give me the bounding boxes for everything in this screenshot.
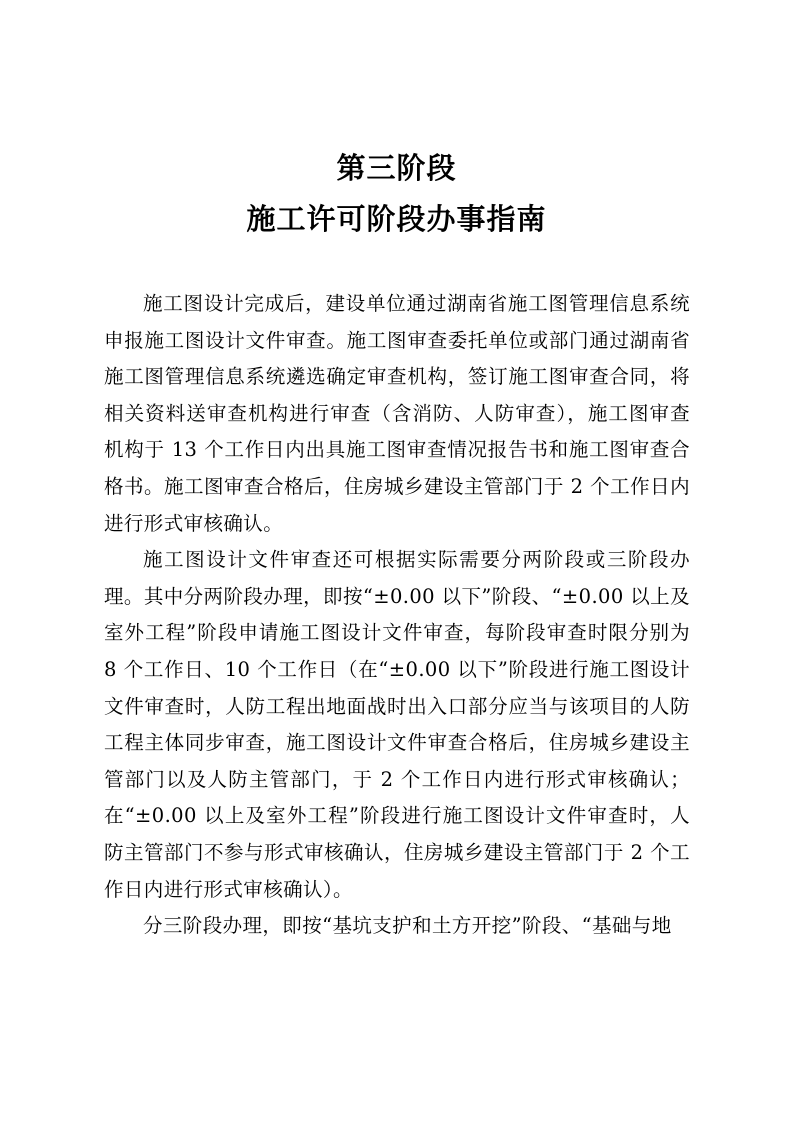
- paragraph-review-process: 施工图设计完成后，建设单位通过湖南省施工图管理信息系统申报施工图设计文件审查。施工图审查委托单位或部门通过湖南省施工图管理信息系统遴选确定审查机构，签订施工图审查合同，将相关资料送审查机构进行审查（含消防、人防审查），施工图审查机构于 13 个工作日内出具施工图审查情况报告书和施工图审查合格书。施工图审查合格后，住房城乡建设主管部门于 2 个工作日内进行形式审核确认。: [104, 292, 690, 535]
- paragraph-two-stage-review: 施工图设计文件审查还可根据实际需要分两阶段或三阶段办理。其中分两阶段办理，即按“±0.00 以下”阶段、“±0.00 以上及室外工程”阶段申请施工图设计文件审查，每阶段审查时限分别为 8 个工作日、10 个工作日（在“±0.00 以下”阶段进行施工图设计文件审查时，人防工程出地面战时出入口部分应当与该项目的人防工程主体同步审查，施工图设计文件审查合格后，住房城乡建设主管部门以及人防主管部门，于 2 个工作日内进行形式审核确认；在“±0.00 以上及室外工程”阶段进行施工图设计文件审查时，人防主管部门不参与形式审核确认，住房城乡建设主管部门于 2 个工作日内进行形式审核确认）。: [104, 548, 690, 901]
- document-body: [104, 286, 690, 945]
- paragraph-three-stage-review: 分三阶段办理，即按“基坑支护和土方开挖”阶段、“基础与地: [143, 914, 672, 938]
- page-title: 施工许可阶段办事指南: [246, 202, 547, 236]
- stage-heading: 第三阶段: [336, 151, 457, 185]
